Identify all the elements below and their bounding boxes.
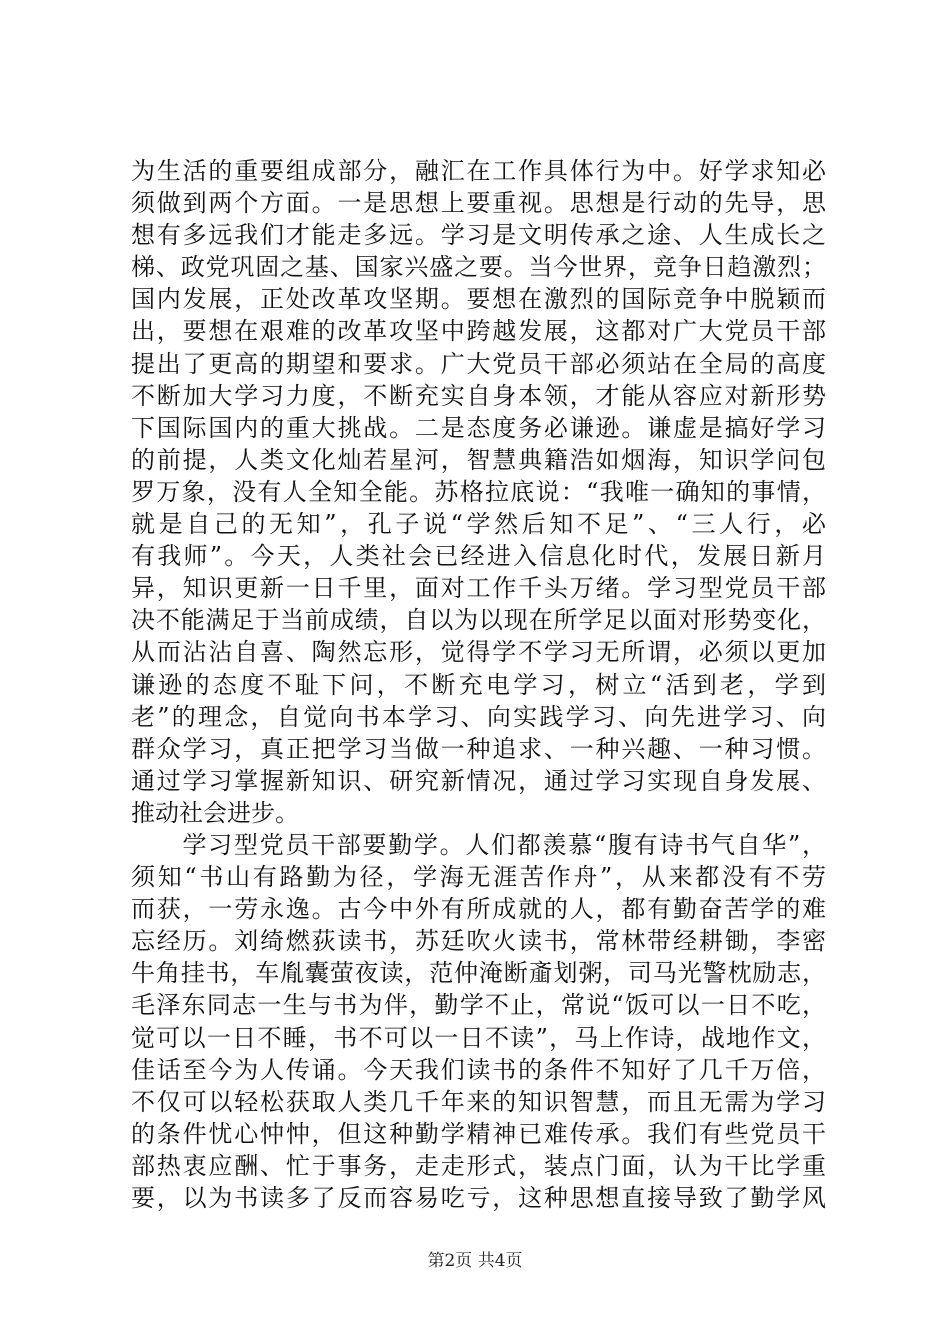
text-line: 决不能满足于当前成绩，自以为以现在所学足以面对形势变化，	[131, 606, 826, 635]
text-line: 从而沾沾自喜、陶然忘形，觉得学不学习无所谓，必须以更加	[131, 638, 826, 667]
text-line: 通过学习掌握新知识、研究新情况，通过学习实现自身发展、	[131, 766, 826, 795]
text-line: 牛角挂书，车胤囊萤夜读，范仲淹断齑划粥，司马光警枕励志，	[131, 959, 826, 988]
paragraph-2	[131, 829, 826, 1214]
text-line: 须知“书山有路勤为径，学海无涯苦作舟”，从来都没有不劳	[131, 863, 826, 892]
text-line: 为生活的重要组成部分，融汇在工作具体行为中。好学求知必	[131, 157, 826, 185]
text-line: 下国际国内的重大挑战。二是态度务必谦逊。谦虚是搞好学习	[131, 413, 826, 442]
text-line: 不断加大学习力度，不断充实自身本领，才能从容应对新形势	[131, 381, 826, 410]
text-line: 异，知识更新一日千里，面对工作千头万绪。学习型党员干部	[131, 574, 826, 603]
text-line: 想有多远我们才能走多远。学习是文明传承之途、人生成长之	[131, 221, 826, 250]
text-line: 国内发展，正处改革攻坚期。要想在激烈的国际竞争中脱颖而	[131, 285, 826, 314]
text-line: 有我师”。今天，人类社会已经进入信息化时代，发展日新月	[131, 542, 826, 571]
text-line: 忘经历。刘绮燃荻读书，苏廷吹火读书，常林带经耕锄，李密	[131, 927, 826, 956]
text-line: 出，要想在艰难的改革攻坚中跨越发展，这都对广大党员干部	[131, 317, 826, 346]
text-line: 的前提，人类文化灿若星河，智慧典籍浩如烟海，知识学问包	[131, 445, 826, 474]
text-line: 不仅可以轻松获取人类几千年来的知识智慧，而且无需为学习	[131, 1087, 826, 1116]
text-line: 的条件忧心忡忡，但这种勤学精神已难传承。我们有些党员干	[131, 1119, 826, 1148]
document-body	[131, 155, 826, 1214]
text-line: 推动社会进步。	[131, 798, 299, 827]
text-line: 就是自己的无知”，孔子说“学然后知不足”、“三人行，必	[131, 510, 826, 539]
text-line: 觉可以一日不睡，书不可以一日不读”，马上作诗，战地作文，	[131, 1023, 826, 1052]
text-line: 要，以为书读多了反而容易吃亏，这种思想直接导致了勤学风	[131, 1184, 826, 1212]
text-line: 学习型党员干部要勤学。人们都羡慕“腹有诗书气自华”，	[131, 830, 826, 859]
text-line: 部热衷应酬、忙于事务，走走形式，装点门面，认为干比学重	[131, 1151, 826, 1180]
text-line: 罗万象，没有人全知全能。苏格拉底说：“我唯一确知的事情，	[131, 477, 826, 506]
text-line: 佳话至今为人传诵。今天我们读书的条件不知好了几千万倍，	[131, 1055, 826, 1084]
text-line: 老”的理念，自觉向书本学习、向实践学习、向先进学习、向	[131, 702, 826, 731]
text-line: 而获，一劳永逸。古今中外有所成就的人，都有勤奋苦学的难	[131, 895, 826, 924]
text-line: 谦逊的态度不耻下问，不断充电学习，树立“活到老，学到	[131, 670, 826, 699]
paragraph-1	[131, 155, 826, 829]
text-line: 须做到两个方面。一是思想上要重视。思想是行动的先导，思	[131, 189, 826, 218]
text-line: 群众学习，真正把学习当做一种追求、一种兴趣、一种习惯。	[131, 734, 826, 763]
text-line: 梯、政党巩固之基、国家兴盛之要。当今世界，竞争日趋激烈；	[131, 253, 826, 282]
text-line: 提出了更高的期望和要求。广大党员干部必须站在全局的高度	[131, 349, 826, 378]
page-number-footer: 第2页 共4页	[427, 1251, 523, 1271]
text-line: 毛泽东同志一生与书为伴，勤学不止，常说“饭可以一日不吃，	[131, 991, 826, 1020]
